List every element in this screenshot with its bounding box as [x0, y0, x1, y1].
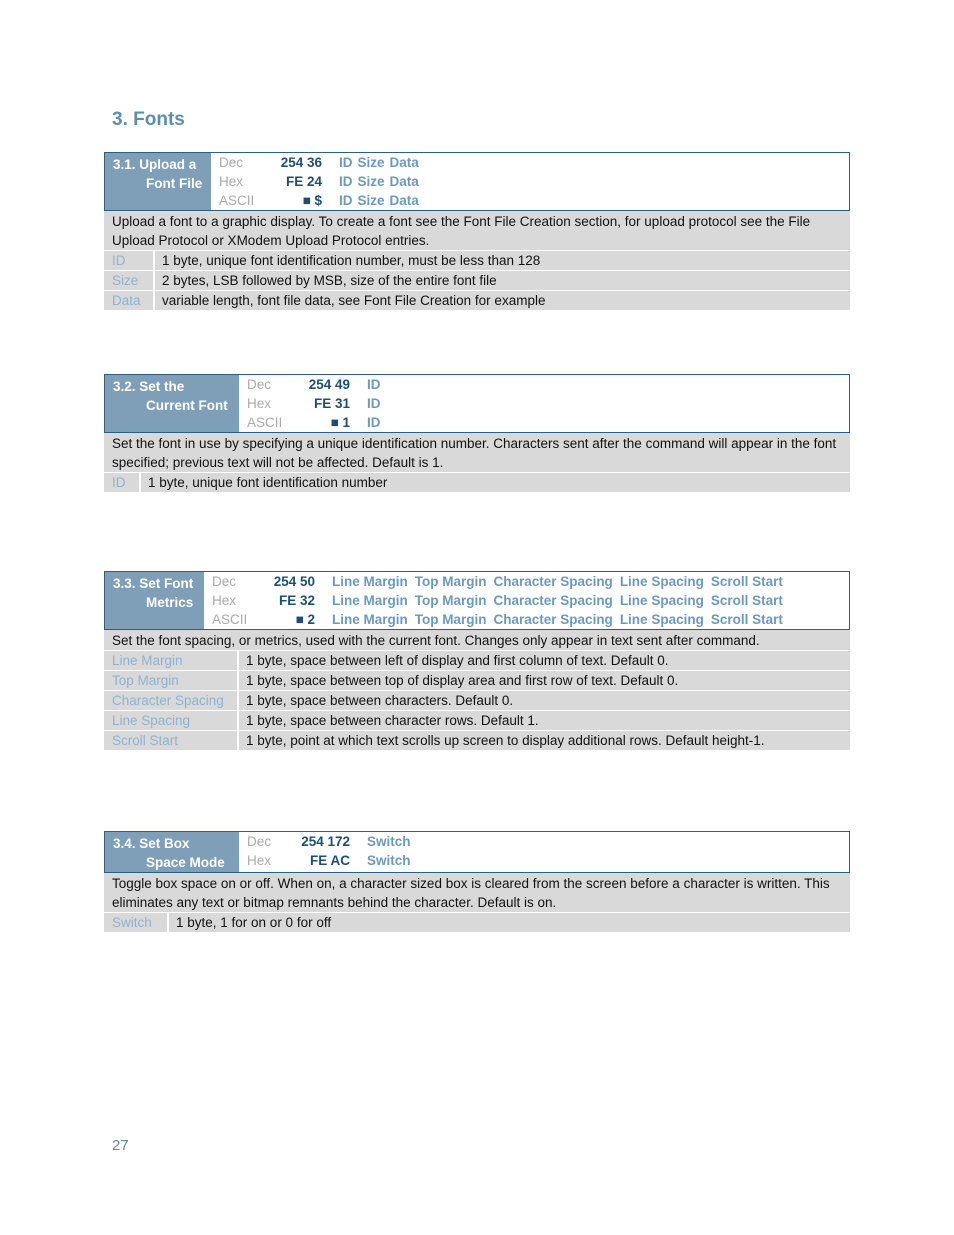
code-value: ■ 2	[295, 612, 315, 627]
code-row-hex	[212, 591, 783, 610]
parameter-desc: 1 byte, space between top of display area and first row of text. Default 0.	[246, 673, 679, 688]
param-label: Line Spacing	[619, 574, 704, 589]
parameter-row	[104, 291, 850, 311]
param-label: Character Spacing	[493, 593, 613, 608]
parameter-name: Line Margin	[104, 651, 239, 670]
code-kind: Dec	[247, 377, 272, 392]
code-row-dec	[212, 572, 783, 591]
parameter-desc: 1 byte, unique font identification number	[148, 475, 388, 490]
parameter-name: ID	[104, 251, 155, 270]
parameter-name: Character Spacing	[104, 691, 239, 710]
command-codes	[239, 832, 411, 872]
parameter-row	[104, 271, 850, 291]
param-label: Scroll Start	[710, 574, 783, 589]
param-label: ID	[367, 415, 381, 430]
code-kind: Hex	[247, 396, 272, 411]
command-block-set-font-metrics	[104, 571, 850, 751]
param-label: Size	[357, 155, 385, 170]
command-title-line1: 3.4. Set Box	[113, 836, 190, 851]
param-label: Data	[389, 155, 419, 170]
command-codes	[204, 572, 783, 629]
code-kind: Dec	[247, 834, 272, 849]
code-kind: Hex	[247, 853, 272, 868]
code-value: FE 24	[285, 174, 322, 189]
code-row-dec	[247, 832, 411, 851]
command-block-set-box-space-mode	[104, 831, 850, 933]
parameter-row	[104, 473, 850, 493]
code-row-dec	[219, 153, 419, 172]
code-kind: ASCII	[247, 415, 283, 430]
parameter-row	[104, 691, 850, 711]
param-label: Data	[389, 193, 419, 208]
command-description: Upload a font to a graphic display. To create a font see the Font File Creation section, for upload protocol see the File Upload Protocol or XModem Upload Protocol entries.	[104, 211, 850, 251]
parameter-row	[104, 651, 850, 671]
code-value: 254 50	[273, 574, 315, 589]
command-title-line2: Current Font	[146, 398, 228, 413]
param-label: Top Margin	[414, 593, 487, 608]
parameter-row	[104, 711, 850, 731]
parameter-desc: 1 byte, space between character rows. Default 1.	[246, 713, 539, 728]
code-kind: Dec	[219, 155, 244, 170]
param-label: Scroll Start	[710, 612, 783, 627]
command-header	[104, 571, 850, 630]
code-value: 254 49	[308, 377, 350, 392]
code-value: ■ 1	[330, 415, 350, 430]
param-label: Size	[357, 193, 385, 208]
param-label: Switch	[367, 834, 411, 849]
command-description: Set the font spacing, or metrics, used with the current font. Changes only appear in text sent after command.	[104, 630, 850, 651]
param-label: Data	[389, 174, 419, 189]
command-title-line1: 3.3. Set Font	[113, 576, 194, 591]
command-title-line2: Font File	[146, 176, 203, 191]
command-title-line2: Space Mode	[146, 855, 225, 870]
code-kind: Dec	[212, 574, 237, 589]
param-label: ID	[339, 155, 353, 170]
param-label: Line Spacing	[619, 593, 704, 608]
parameter-name: Scroll Start	[104, 731, 239, 750]
command-block-upload-font-file	[104, 152, 850, 311]
command-title	[105, 153, 211, 210]
command-description: Toggle box space on or off. When on, a character sized box is cleared from the screen before a character is written. This eliminates any text or bitmap remnants behind the character. Default is on.	[104, 873, 850, 913]
parameter-desc: 1 byte, 1 for on or 0 for off	[176, 915, 332, 930]
param-label: Top Margin	[414, 574, 487, 589]
command-title	[105, 832, 239, 872]
command-header	[104, 831, 850, 873]
code-value: FE 32	[278, 593, 315, 608]
code-value: ■ $	[302, 193, 322, 208]
command-title-line1: 3.1. Upload a	[113, 157, 197, 172]
parameter-row	[104, 913, 850, 933]
command-description: Set the font in use by specifying a unique identification number. Characters sent after the command will appear in the font specified; previous text will not be affected. Default is 1.	[104, 433, 850, 473]
param-label: Size	[357, 174, 385, 189]
command-title-line2: Metrics	[146, 595, 194, 610]
param-label: ID	[339, 193, 353, 208]
param-label: Switch	[367, 853, 411, 868]
param-label: Character Spacing	[493, 574, 613, 589]
param-label: Line Margin	[332, 574, 408, 589]
code-kind: ASCII	[219, 193, 255, 208]
param-label: Line Margin	[332, 593, 408, 608]
command-title-line1: 3.2. Set the	[113, 379, 185, 394]
parameter-desc: 1 byte, space between left of display and first column of text. Default 0.	[246, 653, 669, 668]
param-label: Top Margin	[414, 612, 487, 627]
command-block-set-current-font	[104, 374, 850, 493]
code-value: FE 31	[313, 396, 350, 411]
parameter-row	[104, 251, 850, 271]
parameter-name: Switch	[104, 913, 169, 932]
code-kind: Hex	[212, 593, 237, 608]
command-codes	[211, 153, 419, 210]
command-codes	[239, 375, 381, 432]
code-kind: ASCII	[212, 612, 248, 627]
page-number: 27	[112, 1137, 129, 1154]
parameter-name: Line Spacing	[104, 711, 239, 730]
parameter-desc: 2 bytes, LSB followed by MSB, size of the entire font file	[162, 273, 497, 288]
parameter-desc: 1 byte, point at which text scrolls up screen to display additional rows. Default height-1.	[246, 733, 765, 748]
code-row-ascii	[247, 413, 381, 432]
parameter-name: Data	[104, 291, 155, 310]
parameter-row	[104, 731, 850, 751]
command-title	[105, 375, 239, 432]
command-title	[105, 572, 204, 629]
command-header	[104, 152, 850, 211]
parameter-desc: variable length, font file data, see Font File Creation for example	[162, 293, 546, 308]
param-label: Line Spacing	[619, 612, 704, 627]
param-label: ID	[367, 396, 381, 411]
parameter-desc: 1 byte, space between characters. Default 0.	[246, 693, 514, 708]
code-kind: Hex	[219, 174, 244, 189]
parameter-name: Top Margin	[104, 671, 239, 690]
code-value: 254 36	[280, 155, 322, 170]
code-row-hex	[219, 172, 419, 191]
code-row-hex	[247, 851, 411, 870]
parameter-name: ID	[104, 473, 141, 492]
code-row-hex	[247, 394, 381, 413]
param-label: ID	[367, 377, 381, 392]
parameter-name: Size	[104, 271, 155, 290]
section-heading: 3. Fonts	[112, 109, 185, 130]
param-label: Character Spacing	[493, 612, 613, 627]
param-label: Scroll Start	[710, 593, 783, 608]
parameter-row	[104, 671, 850, 691]
param-label: ID	[339, 174, 353, 189]
parameter-desc: 1 byte, unique font identification number, must be less than 128	[162, 253, 541, 268]
command-header	[104, 374, 850, 433]
param-label: Line Margin	[332, 612, 408, 627]
code-value: FE AC	[310, 853, 350, 868]
code-row-ascii	[219, 191, 419, 210]
code-value: 254 172	[301, 834, 350, 849]
code-row-dec	[247, 375, 381, 394]
code-row-ascii	[212, 610, 783, 629]
